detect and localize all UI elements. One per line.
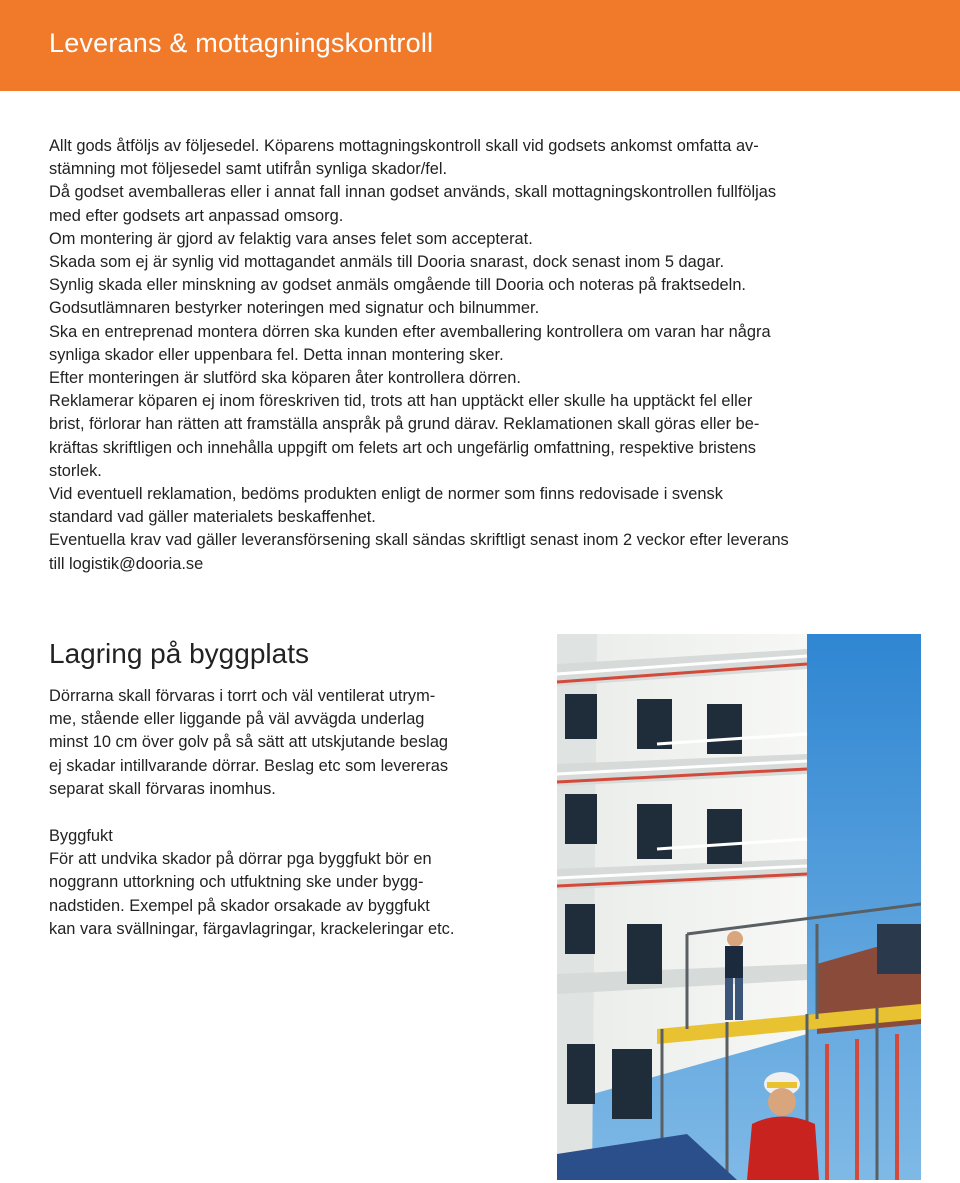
delivery-line: Om montering är gjord av felaktig vara anses felet som accepterat. [49,229,533,248]
moisture-line: kan vara svällningar, färgavlagringar, krackeleringar etc. [49,919,455,938]
delivery-line: kräftas skriftligen och innehålla uppgift om felets art och ungefärlig omfattning, respektive bristens [49,438,756,457]
delivery-section [49,135,929,576]
delivery-line: Då godset avemballeras eller i annat fall innan godset används, skall mottagningskontrollen fullföljas [49,183,777,202]
moisture-subheading: Byggfukt [49,827,113,846]
delivery-line: stämning mot följesedel samt utifrån synliga skador/fel. [49,160,448,179]
building-illustration [557,634,921,1180]
delivery-line: storlek. [49,461,102,480]
delivery-line: Skada som ej är synlig vid mottagandet anmäls till Dooria snarast, dock senast inom 5 dagar. [49,253,725,272]
storage-section [49,636,529,941]
delivery-line: synliga skador eller uppenbara fel. Detta innan montering sker. [49,345,504,364]
moisture-line: nadstiden. Exempel på skador orsakade av byggfukt [49,896,430,915]
delivery-line: med efter godsets art anpassad omsorg. [49,206,344,225]
delivery-line: Synlig skada eller minskning av godset anmäls omgående till Dooria och noteras på fraktsedeln. [49,276,746,295]
moisture-line: För att undvika skador på dörrar pga byggfukt bör en [49,850,432,869]
storage-heading: Lagring på byggplats [49,638,309,669]
delivery-line: standard vad gäller materialets beskaffenhet. [49,508,376,527]
delivery-line: Vid eventuell reklamation, bedöms produkten enligt de normer som finns redovisade i svensk [49,485,723,504]
page-title: Leverans & mottagningskontroll [49,28,434,58]
moisture-line: noggrann uttorkning och utfuktning ske under bygg- [49,873,424,892]
delivery-line: Ska en entreprenad montera dörren ska kunden efter avemballering kontrollera om varan har några [49,322,771,341]
delivery-line: Eventuella krav vad gäller leveransförsening skall sändas skriftligt senast inom 2 veckor efter leverans [49,531,789,550]
delivery-line: Reklamerar köparen ej inom föreskriven tid, trots att han upptäckt eller skulle ha upptäckt fel eller [49,392,753,411]
building-construction-photo [557,634,921,1180]
delivery-line: Efter monteringen är slutförd ska köparen åter kontrollera dörren. [49,369,521,388]
storage-line: me, stående eller liggande på väl avvägda underlag [49,710,425,729]
delivery-email-line: till logistik@dooria.se [49,554,204,573]
delivery-line: brist, förlorar han rätten att framställa anspråk på grund därav. Reklamationen skall göras eller be- [49,415,760,434]
delivery-line: Godsutlämnaren bestyrker noteringen med signatur och bilnummer. [49,299,540,318]
header-bar [0,0,960,91]
storage-line: separat skall förvaras inomhus. [49,779,276,798]
storage-line: minst 10 cm över golv på så sätt att utskjutande beslag [49,733,449,752]
storage-line: Dörrarna skall förvaras i torrt och väl ventilerat utrym- [49,687,436,705]
storage-line: ej skadar intillvarande dörrar. Beslag etc som levereras [49,756,449,775]
delivery-line: Allt gods åtföljs av följesedel. Köparens mottagningskontroll skall vid godsets ankomst omfatta av- [49,137,759,155]
